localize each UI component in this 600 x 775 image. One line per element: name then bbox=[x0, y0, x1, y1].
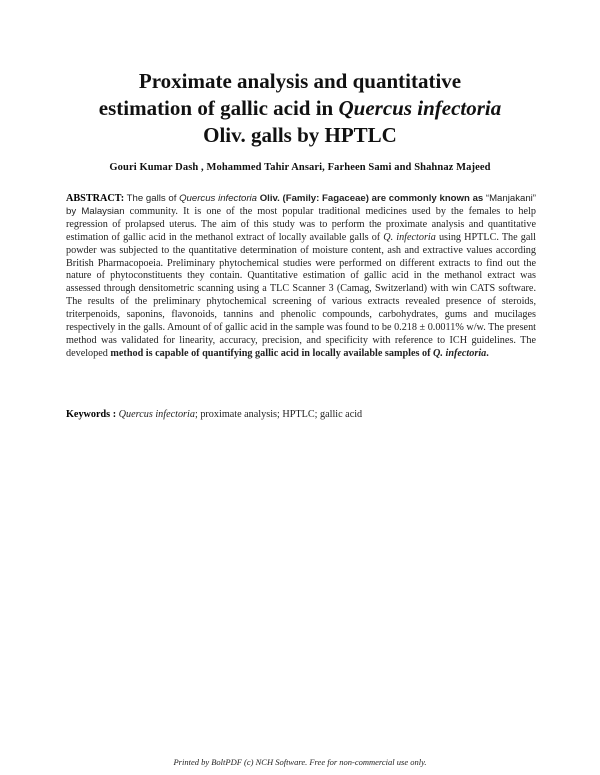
title-line-2 bbox=[40, 95, 560, 122]
title-species: Quercus infectoria bbox=[338, 96, 502, 120]
keywords bbox=[66, 408, 536, 421]
abstract-text-3: “Manjakani” by Malaysian bbox=[66, 193, 536, 217]
title-line-2-text: estimation of gallic acid in bbox=[98, 96, 339, 120]
abstract-species-1: Quercus infectoria bbox=[179, 193, 257, 204]
print-footer: Printed by BoltPDF (c) NCH Software. Free for non-commercial use only. bbox=[173, 757, 427, 767]
abstract-species-2: Q. infectoria bbox=[383, 231, 436, 243]
abstract-text-2: Oliv. (Family: Fagaceae) are commonly known as bbox=[257, 193, 484, 204]
title-line-3: Oliv. galls by HPTLC bbox=[203, 123, 397, 147]
keywords-species: Quercus infectoria bbox=[118, 409, 195, 420]
title-line-1: Proximate analysis and quantitative bbox=[138, 69, 462, 93]
keywords-label: Keywords : bbox=[66, 409, 117, 420]
abstract-text-1: The galls of bbox=[124, 193, 180, 204]
abstract-text-5: using HPTLC. The gall powder was subjected to the quantitative determination of moisture content, ash and extractive values according British Pharmacopoeia. Preliminary phytochemical studies were performed on different extracts to find out the nature of phytoconstituents they contain. Quantitative estimation of gallic acid in the methanol extract was assessed through densitometric scanning using a TLC Scanner 3 (Camag, Switzerland) with win CATS software. The results of the preliminary phytochemical screening of various extracts revealed presence of steroids, triterpenoids, saponins, flavonoids, tannins and phenolic compounds, carbohydrates, gums and mucilages respectively in the galls. Amount of of gallic acid in the sample was found to be 0.218 ± 0.0011% w/w. The present method was validated for linearity, accuracy, precision, and specificity with reference to ICH guidelines. The developed bbox=[66, 231, 537, 359]
abstract-species-3: Q. infectoria bbox=[433, 347, 487, 359]
abstract-label: ABSTRACT: bbox=[66, 193, 125, 204]
author-list: Gouri Kumar Dash , Mohammed Tahir Ansari, Farheen Sami and Shahnaz Majeed bbox=[109, 162, 491, 173]
abstract-text-4: community. It is one of the most popular traditional medicines used by the females to help regression of prolapsed uterus. The aim of this study was to perform the proximate analysis and quantitative estimation of gallic acid in the methanol extract of locally available galls of bbox=[66, 205, 536, 243]
paper-title bbox=[40, 68, 560, 149]
keywords-list: ; proximate analysis; HPTLC; gallic acid bbox=[194, 409, 363, 420]
abstract-text-6: method is capable of quantifying gallic acid in locally available samples of bbox=[110, 347, 434, 359]
abstract bbox=[66, 193, 536, 361]
abstract-text-7: . bbox=[486, 347, 489, 359]
